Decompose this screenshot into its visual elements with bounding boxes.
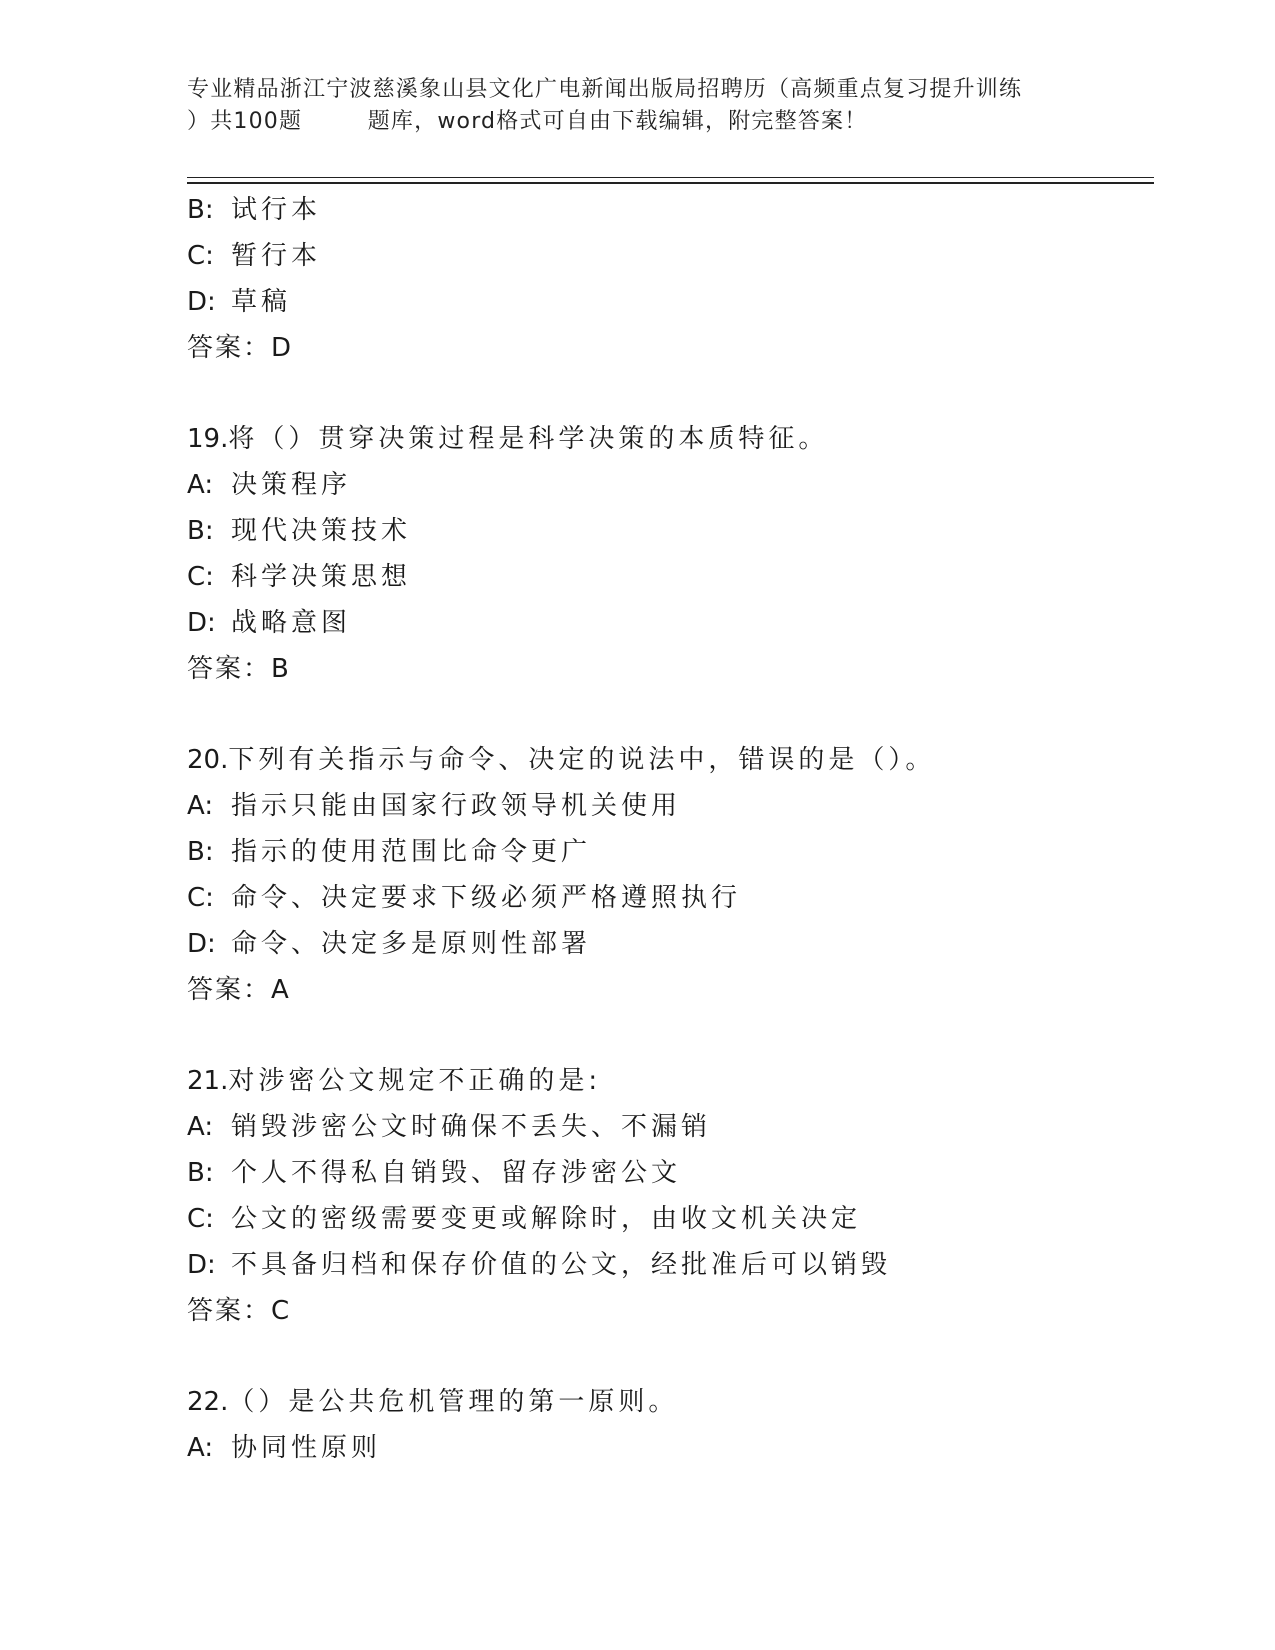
option-text: 试行本: [231, 195, 322, 225]
question-text: 下列有关指示与命令、决定的说法中，错误的是（）。: [228, 745, 936, 775]
option-row: [187, 279, 1147, 325]
option-row: [187, 875, 1147, 921]
question-spacer: [187, 692, 1147, 737]
question-text: （）是公共危机管理的第一原则。: [228, 1387, 679, 1417]
question-list: [187, 187, 1147, 1471]
option-row: [187, 921, 1147, 967]
option-row: [187, 783, 1147, 829]
option-text: 指示只能由国家行政领导机关使用: [231, 791, 682, 821]
option-text: 个人不得私自销毁、留存涉密公文: [231, 1158, 682, 1188]
option-row: [187, 829, 1147, 875]
option-row: [187, 1425, 1147, 1471]
option-prefix: C:: [187, 562, 214, 592]
answer-label: 答案：: [187, 975, 272, 1005]
option-text: 协同性原则: [231, 1433, 382, 1463]
option-prefix: D:: [187, 929, 216, 959]
option-prefix: D:: [187, 287, 216, 317]
question-stem: [187, 737, 1147, 783]
option-prefix: B:: [187, 516, 214, 546]
option-prefix: B:: [187, 195, 214, 225]
question-number: 22.: [187, 1387, 229, 1417]
option-row: [187, 1242, 1147, 1288]
option-row: [187, 508, 1147, 554]
question-number: 21.: [187, 1066, 229, 1096]
answer-row: [187, 646, 1147, 692]
question-number: 20.: [187, 745, 229, 775]
question-number: 19.: [187, 424, 229, 454]
question-spacer: [187, 1013, 1147, 1058]
option-prefix: C:: [187, 241, 214, 271]
option-row: [187, 462, 1147, 508]
question-block-20: [187, 737, 1147, 1013]
option-prefix: D:: [187, 608, 216, 638]
option-row: [187, 1150, 1147, 1196]
option-prefix: C:: [187, 883, 214, 913]
question-block-19: [187, 416, 1147, 692]
option-text: 草稿: [231, 287, 292, 317]
option-text: 公文的密级需要变更或解除时，由收文机关决定: [231, 1204, 862, 1234]
answer-value: C: [271, 1296, 290, 1326]
answer-row: [187, 967, 1147, 1013]
option-prefix: A:: [187, 1433, 214, 1463]
question-text: 将（）贯穿决策过程是科学决策的本质特征。: [228, 424, 829, 454]
answer-label: 答案：: [187, 1296, 272, 1326]
question-stem: [187, 1379, 1147, 1425]
answer-row: [187, 325, 1147, 371]
option-row: [187, 554, 1147, 600]
option-text: 不具备归档和保存价值的公文，经批准后可以销毁: [231, 1250, 892, 1280]
option-prefix: A:: [187, 791, 214, 821]
option-prefix: B:: [187, 837, 214, 867]
header-title-line-2: ）共100题 题库，word格式可自由下载编辑，附完整答案！: [187, 109, 868, 134]
option-row: [187, 233, 1147, 279]
header-divider-thin: [187, 177, 1154, 178]
option-text: 决策程序: [231, 470, 352, 500]
question-spacer: [187, 371, 1147, 416]
question-spacer: [187, 1334, 1147, 1379]
option-text: 暂行本: [231, 241, 322, 271]
answer-row: [187, 1288, 1147, 1334]
answer-value: A: [271, 975, 289, 1005]
question-block-22: [187, 1379, 1147, 1471]
option-text: 现代决策技术: [231, 516, 412, 546]
option-text: 战略意图: [231, 608, 352, 638]
option-text: 命令、决定要求下级必须严格遵照执行: [231, 883, 742, 913]
option-row: [187, 1196, 1147, 1242]
question-stem: [187, 416, 1147, 462]
option-row: [187, 187, 1147, 233]
document-header: [187, 74, 1087, 138]
option-prefix: D:: [187, 1250, 216, 1280]
option-row: [187, 1104, 1147, 1150]
option-text: 命令、决定多是原则性部署: [231, 929, 592, 959]
answer-value: B: [271, 654, 289, 684]
header-divider-thick: [187, 182, 1154, 184]
answer-label: 答案：: [187, 333, 272, 363]
option-prefix: A:: [187, 1112, 214, 1142]
question-text: 对涉密公文规定不正确的是:: [228, 1066, 602, 1096]
answer-value: D: [271, 333, 292, 363]
question-block-21: [187, 1058, 1147, 1334]
option-row: [187, 600, 1147, 646]
option-prefix: B:: [187, 1158, 214, 1188]
option-text: 指示的使用范围比命令更广: [231, 837, 592, 867]
header-title-line-1: 专业精品浙江宁波慈溪象山县文化广电新闻出版局招聘历（高频重点复习提升训练: [187, 77, 1023, 102]
answer-label: 答案：: [187, 654, 272, 684]
option-prefix: C:: [187, 1204, 214, 1234]
option-text: 销毁涉密公文时确保不丢失、不漏销: [231, 1112, 712, 1142]
question-stem: [187, 1058, 1147, 1104]
question-block-prev: [187, 187, 1147, 371]
option-text: 科学决策思想: [231, 562, 412, 592]
option-prefix: A:: [187, 470, 214, 500]
